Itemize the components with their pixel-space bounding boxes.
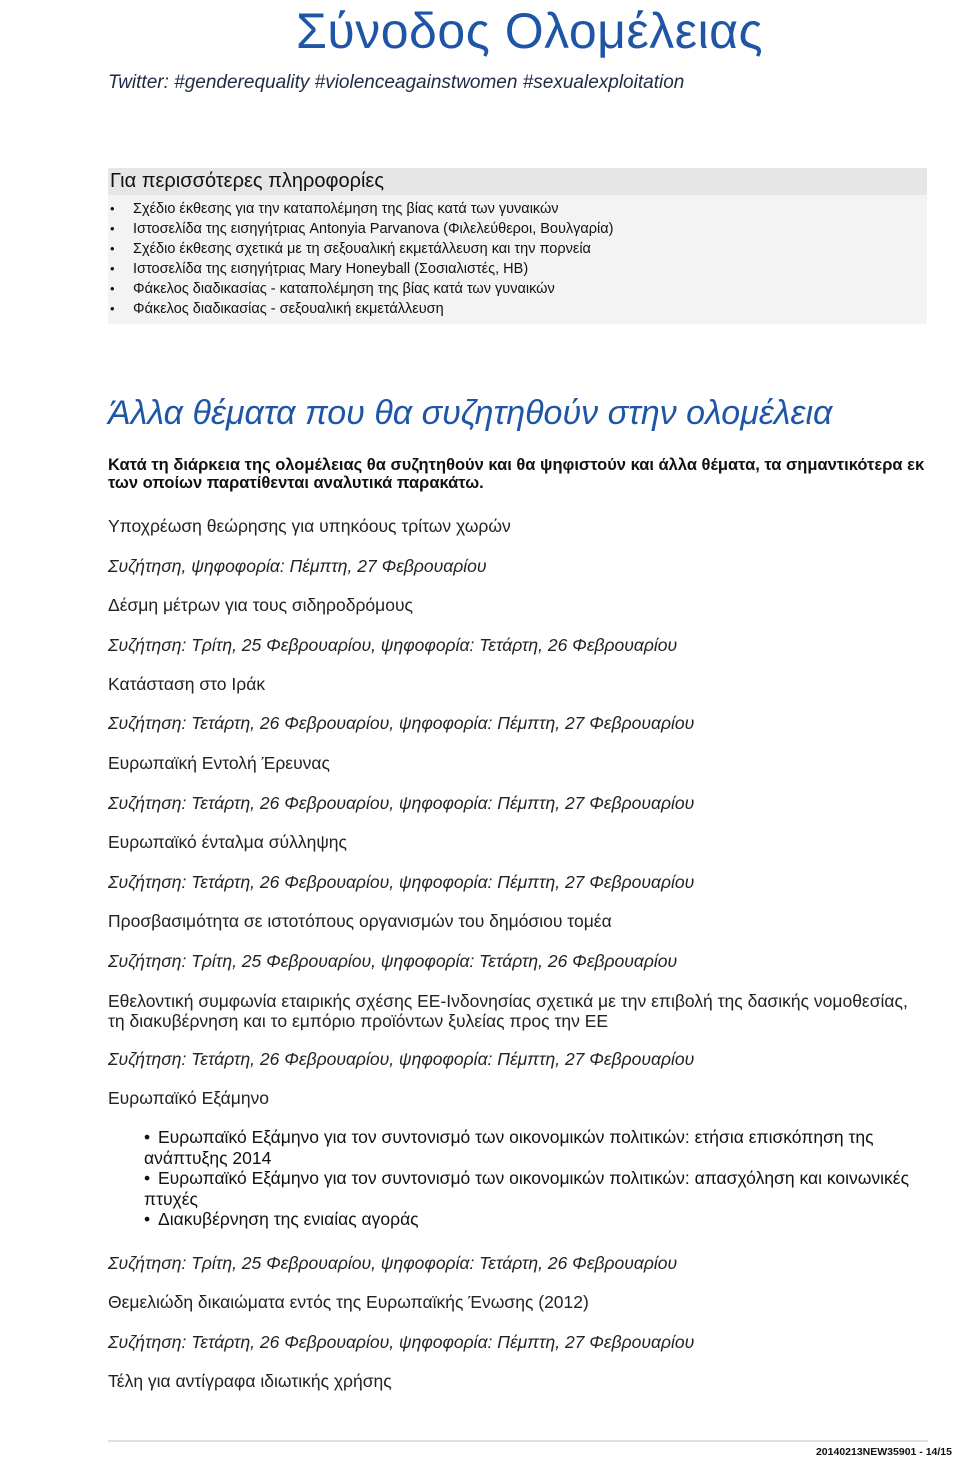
- footer-page-code: 20140213NEW35901 - 14/15: [815, 1446, 952, 1458]
- bullet-icon: •: [144, 1168, 151, 1188]
- twitter-hashtags: Twitter: #genderequality #violenceagainstwomen #sexualexploitation: [108, 72, 685, 93]
- topic-title: Εθελοντική συμφωνία εταιρικής σχέσης ΕΕ-Ινδονησίας σχετικά με την επιβολή της δασικής νομοθεσίας, τη διακυβέρνηση και το εμπόριο προϊόντων ξυλείας προς την ΕΕ: [108, 991, 908, 1031]
- semester-subitem-label: Ευρωπαϊκό Εξάμηνο για τον συντονισμό των οικονομικών πολιτικών: ετήσια επισκόπηση της ανάπτυξης 2014: [144, 1127, 874, 1168]
- topic-schedule: Συζήτηση: Τετάρτη, 26 Φεβρουαρίου, ψηφοφορία: Πέμπτη, 27 Φεβρουαρίου: [108, 713, 695, 733]
- semester-subitem: [144, 1127, 924, 1168]
- more-info-link[interactable]: • Ιστοσελίδα της εισηγήτριας Mary Honeyball (Σοσιαλιστές, ΗΒ): [108, 259, 613, 279]
- topic-schedule: Συζήτηση: Τετάρτη, 26 Φεβρουαρίου, ψηφοφορία: Πέμπτη, 27 Φεβρουαρίου: [108, 793, 695, 813]
- topic-title: Ευρωπαϊκό ένταλμα σύλληψης: [108, 832, 347, 852]
- semester-subitem: [144, 1209, 924, 1230]
- more-info-heading: Για περισσότερες πληροφορίες: [108, 168, 927, 195]
- semester-subitem-label: Ευρωπαϊκό Εξάμηνο για τον συντονισμό των οικονομικών πολιτικών: απασχόληση και κοινωνικές πτυχές: [144, 1168, 910, 1209]
- topic-title: Κατάσταση στο Ιράκ: [108, 674, 266, 694]
- topic-schedule: Συζήτηση: Τετάρτη, 26 Φεβρουαρίου, ψηφοφορία: Πέμπτη, 27 Φεβρουαρίου: [108, 1049, 695, 1069]
- topic-title: Ευρωπαϊκή Εντολή Έρευνας: [108, 753, 330, 773]
- topic-title: Τέλη για αντίγραφα ιδιωτικής χρήσης: [108, 1371, 392, 1391]
- topic-schedule: Συζήτηση: Τρίτη, 25 Φεβρουαρίου, ψηφοφορία: Τετάρτη, 26 Φεβρουαρίου: [108, 1253, 678, 1273]
- section-title: Άλλα θέματα που θα συζητηθούν στην ολομέλεια: [108, 394, 833, 432]
- more-info-links: [108, 199, 613, 319]
- semester-subitem-label: Διακυβέρνηση της ενιαίας αγοράς: [158, 1209, 419, 1229]
- topic-schedule: Συζήτηση: Τρίτη, 25 Φεβρουαρίου, ψηφοφορία: Τετάρτη, 26 Φεβρουαρίου: [108, 635, 678, 655]
- topic-schedule: Συζήτηση, ψηφοφορία: Πέμπτη, 27 Φεβρουαρίου: [108, 556, 487, 576]
- more-info-link[interactable]: • Ιστοσελίδα της εισηγήτριας Antonyia Parvanova (Φιλελεύθεροι, Βουλγαρία): [108, 219, 613, 239]
- semester-subitem: [144, 1168, 924, 1209]
- semester-subitems: [144, 1127, 924, 1230]
- more-info-link[interactable]: • Σχέδιο έκθεσης για την καταπολέμηση της βίας κατά των γυναικών: [108, 199, 613, 219]
- page-title: Σύνοδος Ολομέλειας: [296, 3, 764, 59]
- topic-schedule: Συζήτηση: Τρίτη, 25 Φεβρουαρίου, ψηφοφορία: Τετάρτη, 26 Φεβρουαρίου: [108, 951, 678, 971]
- topic-title: Προσβασιμότητα σε ιστοτόπους οργανισμών του δημόσιου τομέα: [108, 911, 612, 931]
- more-info-link[interactable]: • Φάκελος διαδικασίας - σεξουαλική εκμετάλλευση: [108, 299, 613, 319]
- bullet-icon: •: [144, 1127, 151, 1147]
- footer-divider: [108, 1440, 928, 1442]
- bullet-icon: •: [144, 1209, 151, 1229]
- topic-title: Ευρωπαϊκό Εξάμηνο: [108, 1088, 270, 1108]
- topic-schedule: Συζήτηση: Τετάρτη, 26 Φεβρουαρίου, ψηφοφορία: Πέμπτη, 27 Φεβρουαρίου: [108, 1332, 695, 1352]
- more-info-link[interactable]: • Φάκελος διαδικασίας - καταπολέμηση της βίας κατά των γυναικών: [108, 279, 613, 299]
- more-info-link[interactable]: • Σχέδιο έκθεσης σχετικά με τη σεξουαλική εκμετάλλευση και την πορνεία: [108, 239, 613, 259]
- topic-title: Θεμελιώδη δικαιώματα εντός της Ευρωπαϊκής Ένωσης (2012): [108, 1292, 589, 1312]
- section-intro: Κατά τη διάρκεια της ολομέλειας θα συζητηθούν και θα ψηφιστούν και άλλα θέματα, τα σημαντικότερα εκ των οποίων παρατίθενται αναλυτικά παρακάτω.: [108, 456, 925, 492]
- topic-title: Δέσμη μέτρων για τους σιδηροδρόμους: [108, 595, 413, 615]
- topic-schedule: Συζήτηση: Τετάρτη, 26 Φεβρουαρίου, ψηφοφορία: Πέμπτη, 27 Φεβρουαρίου: [108, 872, 695, 892]
- topic-title: Υποχρέωση θεώρησης για υπηκόους τρίτων χωρών: [108, 516, 511, 536]
